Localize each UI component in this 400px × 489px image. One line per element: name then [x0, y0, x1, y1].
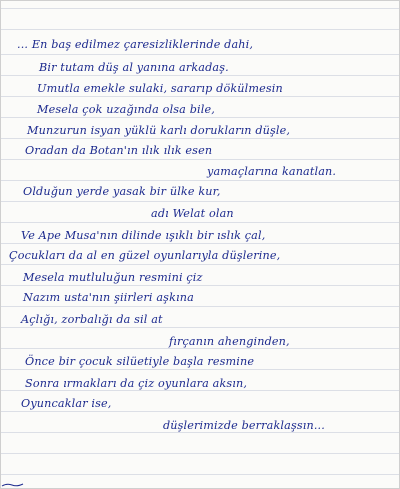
text-line-13: Nazım usta'nın şiirleri aşkına: [23, 291, 194, 304]
text-line-10: Ve Ape Musa'nın dilinde ışıklı bir ıslık çal,: [21, 229, 266, 242]
text-line-17: Sonra ırmakları da çiz oyunlara aksın,: [25, 377, 248, 390]
text-line-5: Munzurun isyan yüklü karlı dorukların düşle,: [27, 124, 291, 137]
text-line-9: adı Welat olan: [151, 207, 234, 220]
text-line-6: Oradan da Botan'ın ılık ılık esen: [25, 144, 213, 157]
ink-mark: [1, 482, 25, 488]
text-line-11: Çocukları da al en güzel oyunlarıyla düşlerine,: [9, 249, 281, 262]
text-line-4: Mesela çok uzağında olsa bile,: [37, 103, 215, 116]
text-line-12: Mesela mutluluğun resmini çiz: [23, 271, 203, 284]
text-line-15: fırçanın ahenginden,: [169, 335, 290, 348]
text-line-16: Önce bir çocuk silüetiyle başla resmine: [25, 355, 255, 368]
text-line-1: ... En baş edilmez çaresizliklerinde dahi,: [17, 38, 254, 51]
text-line-2: Bir tutam düş al yanına arkadaş.: [39, 61, 229, 74]
text-line-18: Oyuncaklar ise,: [21, 397, 112, 410]
text-line-8: Olduğun yerde yasak bir ülke kur,: [23, 185, 221, 198]
text-line-7: yamaçlarına kanatlan.: [207, 165, 337, 178]
text-line-14: Açlığı, zorbalığı da sil at: [21, 313, 163, 326]
text-line-19: düşlerimizde berraklaşsın...: [163, 419, 325, 432]
text-line-3: Umutla emekle sulaki, sararıp dökülmesin: [37, 82, 283, 95]
